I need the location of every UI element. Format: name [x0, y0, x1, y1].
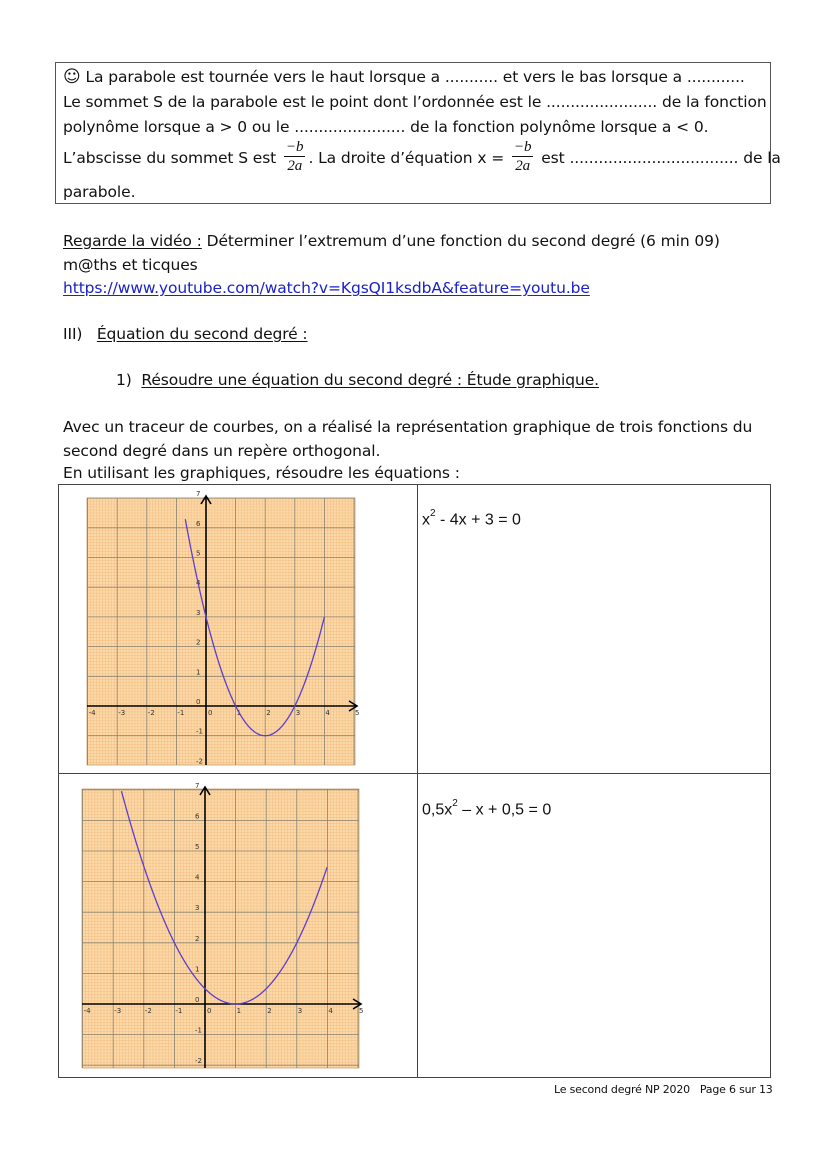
- svg-text:-2: -2: [195, 1057, 202, 1066]
- summary-line-4: L’abscisse du sommet S est $\frac{-b}{2a}$ . La droite d’équation x = $\frac{-b}{2a}$ est ................................... de la: [63, 138, 781, 174]
- parabola-graph-1: [80, 488, 370, 770]
- svg-text:1: 1: [236, 709, 242, 717]
- table-column-divider: [417, 484, 418, 1078]
- section-heading: [63, 323, 308, 346]
- equation-2: $0,5x^2 - x + 0,5 = 0$: [422, 798, 552, 819]
- svg-text:-3: -3: [118, 709, 126, 717]
- section-number: III): [63, 325, 83, 343]
- summary-line-1: ☺ La parabole est tournée vers le haut lorsque a ........... et vers le bas lorsque a ............: [63, 67, 745, 87]
- svg-text:6: 6: [196, 519, 201, 528]
- parabola-graph-2: [76, 778, 371, 1073]
- svg-text:-1: -1: [196, 727, 203, 736]
- svg-text:-4: -4: [88, 709, 96, 717]
- equation-1: $x^2 - 4x + 3 = 0$: [422, 508, 521, 529]
- svg-text:3: 3: [295, 709, 301, 717]
- svg-text:2: 2: [195, 934, 200, 943]
- blank: ...................................: [569, 149, 739, 167]
- svg-text:4: 4: [328, 1007, 333, 1015]
- svg-text:2: 2: [266, 709, 271, 717]
- svg-text:2: 2: [196, 638, 201, 647]
- summary-line-3: polynôme lorsque a > 0 ou le ....................... de la fonction polynôme lorsque a < 0.: [63, 118, 709, 136]
- svg-text:-1: -1: [195, 1026, 202, 1035]
- svg-text:0: 0: [208, 709, 213, 717]
- svg-text:1: 1: [236, 1007, 242, 1015]
- svg-text:-2: -2: [196, 757, 203, 766]
- svg-text:6: 6: [195, 812, 200, 821]
- video-author: m@ths et ticques: [63, 256, 198, 274]
- svg-text:1: 1: [196, 668, 201, 677]
- subsection-heading: [116, 369, 599, 392]
- video-title: Déterminer l’extremum d’une fonction du second degré (6 min 09): [201, 232, 720, 250]
- svg-text:1: 1: [195, 965, 200, 974]
- svg-text:5: 5: [355, 709, 360, 717]
- svg-text:-4: -4: [83, 1007, 91, 1015]
- svg-text:2: 2: [267, 1007, 272, 1015]
- svg-text:4: 4: [196, 579, 201, 588]
- svg-text:4: 4: [195, 873, 200, 882]
- svg-text:-3: -3: [114, 1007, 122, 1015]
- section-title: Équation du second degré :: [96, 325, 308, 343]
- svg-text:0: 0: [207, 1007, 212, 1015]
- intro-line-3: En utilisant les graphiques, résoudre les équations :: [63, 464, 460, 482]
- svg-text:-1: -1: [175, 1007, 183, 1015]
- table-row-divider: [58, 773, 771, 774]
- video-label: Regarde la vidéo :: [63, 232, 202, 250]
- svg-text:-2: -2: [144, 1007, 152, 1015]
- video-line: [63, 230, 720, 253]
- footer-page-number: Page 6 sur 13: [699, 1083, 773, 1096]
- svg-text:-1: -1: [177, 709, 185, 717]
- svg-text:0: 0: [195, 996, 200, 1004]
- blank: ...........: [444, 68, 498, 86]
- fraction-minus-b-over-2a: $\frac{-b}{2a}$: [513, 138, 532, 174]
- svg-text:5: 5: [359, 1007, 364, 1015]
- svg-text:4: 4: [325, 709, 330, 717]
- subsection-title: Résoudre une équation du second degré : Étude graphique.: [141, 371, 599, 389]
- smiley-icon: ☺: [63, 67, 81, 87]
- intro-line-2: second degré dans un repère orthogonal.: [63, 442, 381, 460]
- svg-text:5: 5: [195, 843, 200, 851]
- summary-line-5: parabole.: [63, 183, 136, 201]
- svg-text:-2: -2: [147, 709, 155, 717]
- svg-text:3: 3: [297, 1007, 303, 1015]
- svg-text:3: 3: [196, 608, 201, 617]
- svg-text:0: 0: [196, 698, 201, 706]
- svg-text:7: 7: [196, 490, 201, 499]
- blank: ............: [686, 68, 745, 86]
- intro-line-1: Avec un traceur de courbes, on a réalisé la représentation graphique de trois fonctions du: [63, 418, 753, 436]
- video-link[interactable]: https://www.youtube.com/watch?v=KgsQI1ksdbA&feature=youtu.be: [63, 279, 590, 297]
- summary-line-2: Le sommet S de la parabole est le point dont l’ordonnée est le ....................... de la fonction: [63, 93, 767, 111]
- blank: .......................: [294, 118, 406, 136]
- subsection-number: 1): [116, 371, 132, 389]
- page-footer: [554, 1083, 773, 1096]
- blank: .......................: [546, 93, 658, 111]
- svg-text:3: 3: [195, 904, 200, 913]
- fraction-minus-b-over-2a: $\frac{-b}{2a}$: [286, 138, 304, 174]
- svg-text:7: 7: [195, 781, 200, 790]
- svg-text:5: 5: [196, 549, 201, 558]
- footer-doc-title: Le second degré NP 2020: [554, 1083, 690, 1096]
